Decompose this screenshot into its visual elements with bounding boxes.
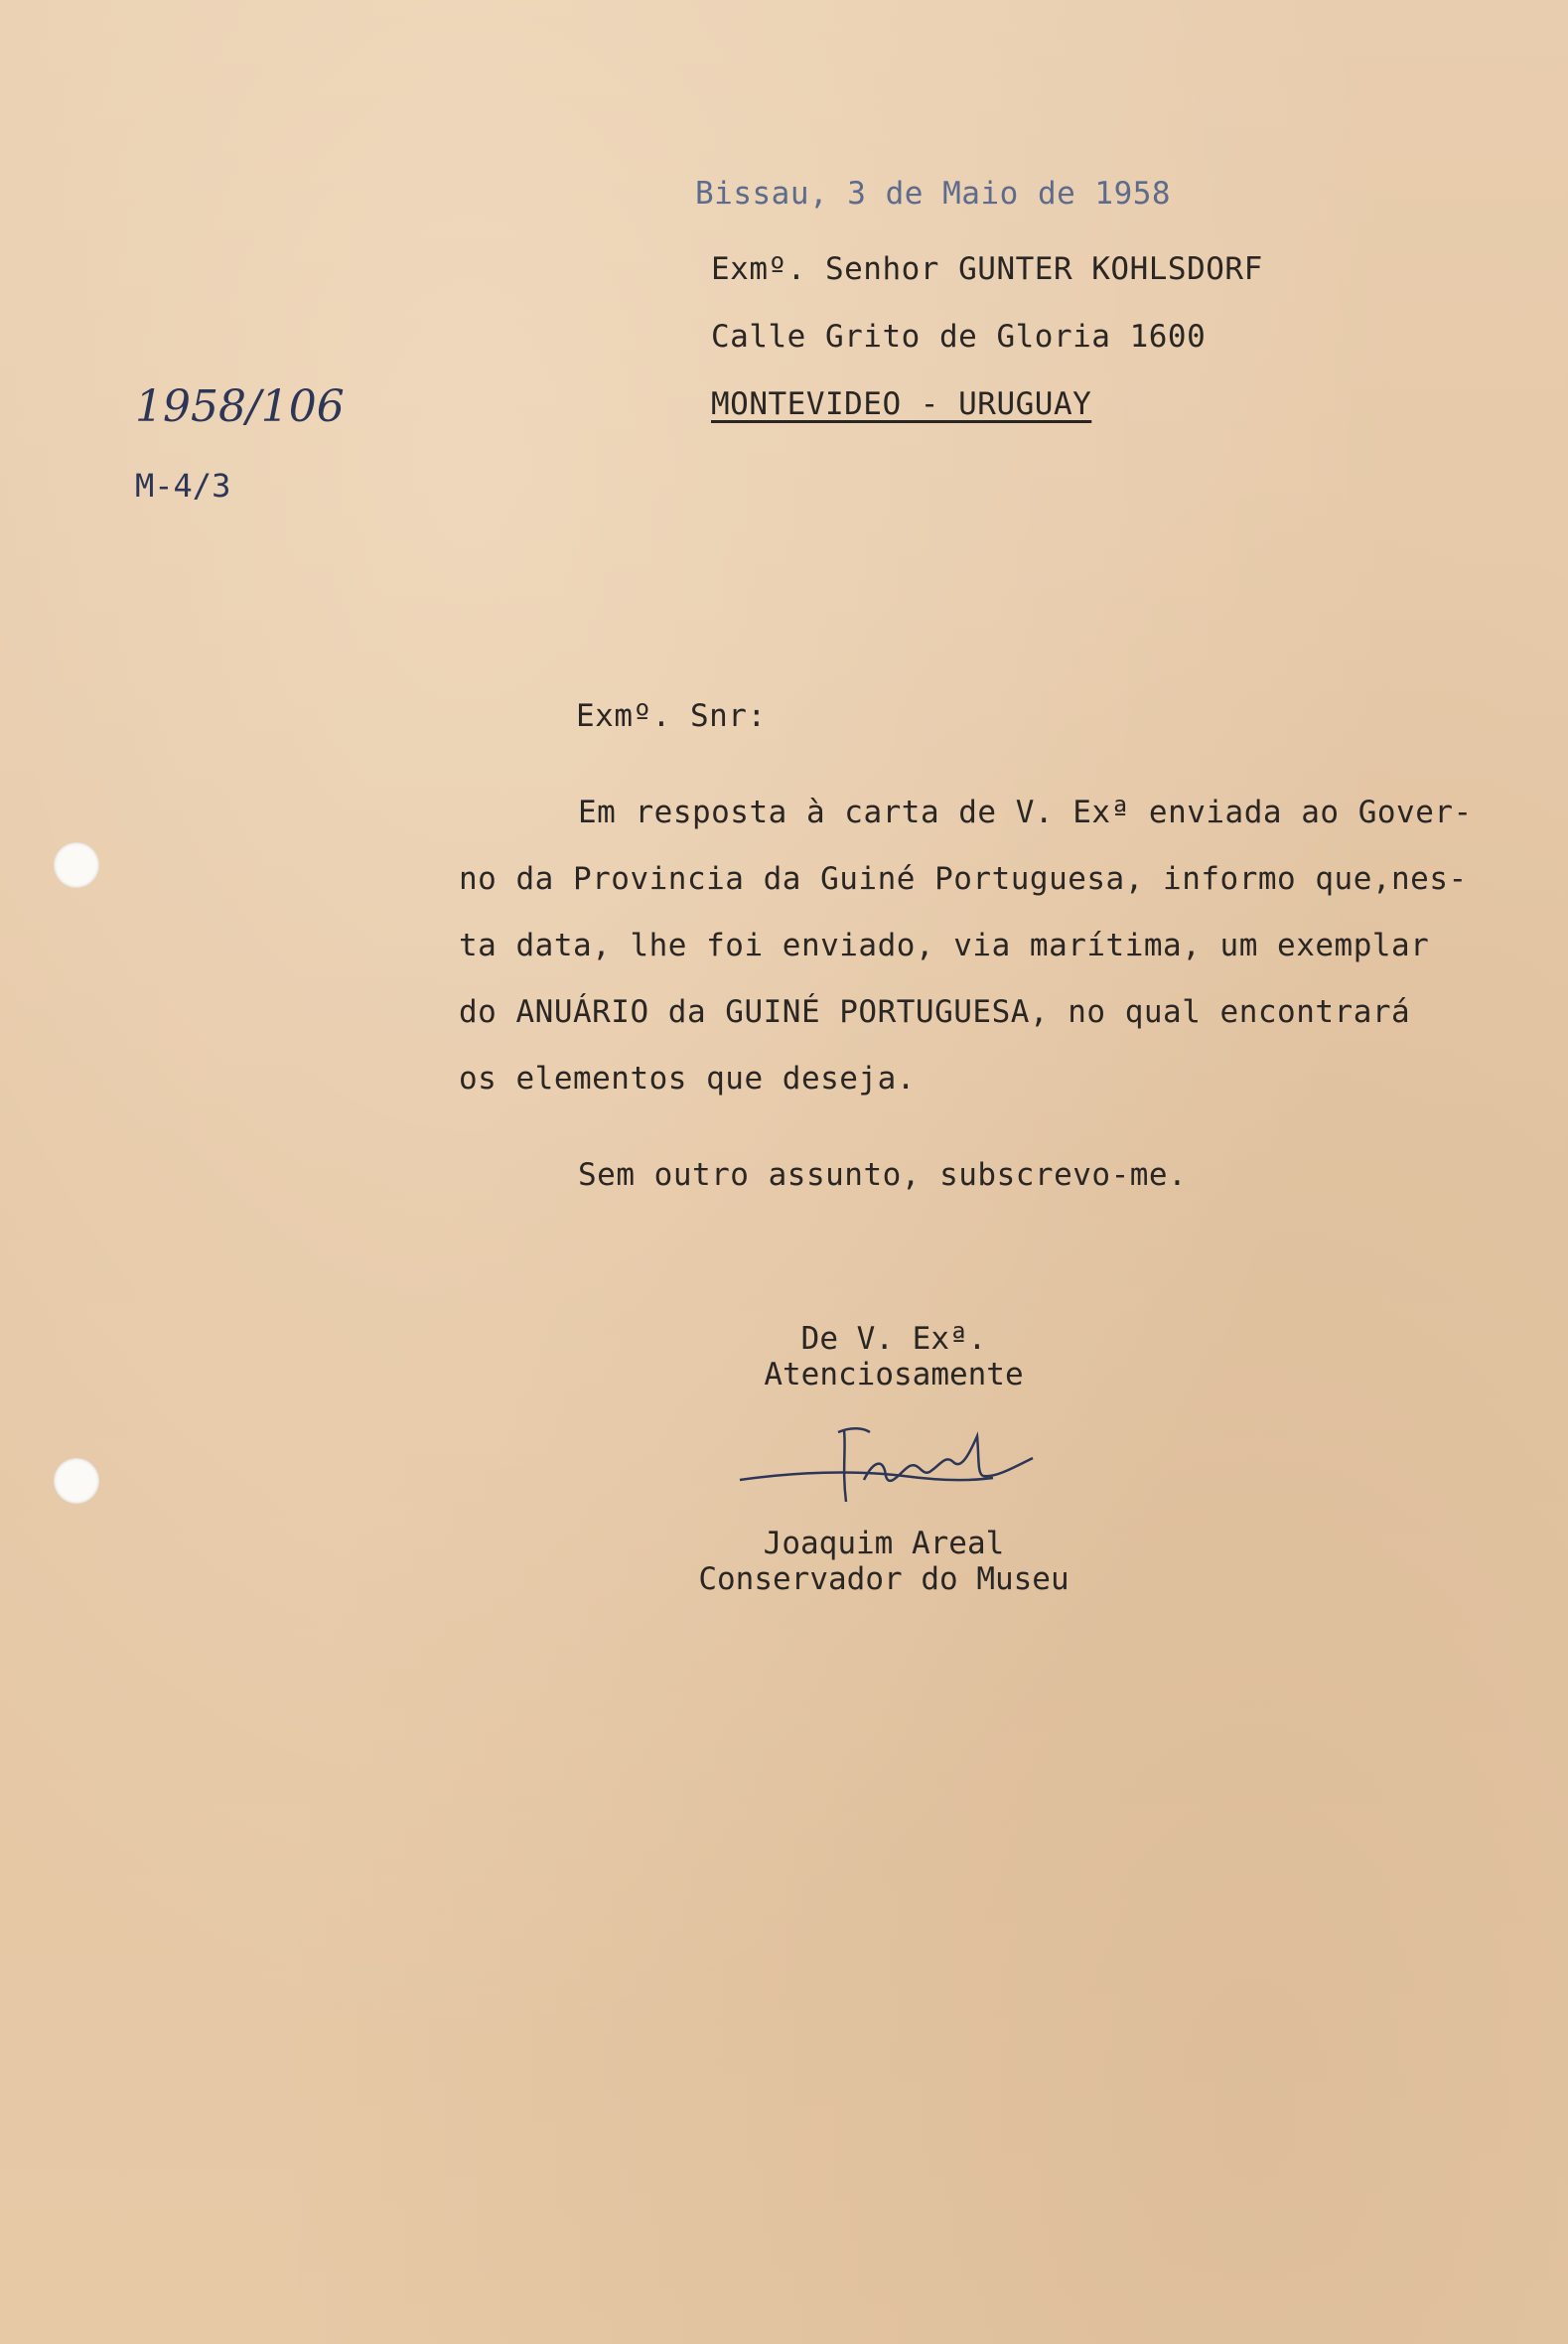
- recipient-city-country: MONTEVIDEO - URUGUAY: [711, 386, 1092, 422]
- closing-sentence: Sem outro assunto, subscrevo-me.: [578, 1157, 1188, 1193]
- letter-date: Bissau, 3 de Maio de 1958: [695, 176, 1172, 212]
- valediction-line: De V. Exª.: [800, 1321, 987, 1357]
- valediction: [655, 1321, 1132, 1392]
- recipient-street: Calle Grito de Gloria 1600: [711, 319, 1207, 355]
- recipient-name: Exmº. Senhor GUNTER KOHLSDORF: [711, 251, 1263, 287]
- signer-name: Joaquim Areal: [763, 1526, 1005, 1561]
- valediction-line: Atenciosamente: [764, 1357, 1024, 1392]
- body-line: do ANUÁRIO da GUINÉ PORTUGUESA, no qual encontrará: [459, 994, 1411, 1030]
- punch-hole-bottom: [54, 1458, 99, 1504]
- body-line: no da Provincia da Guiné Portuguesa, informo que,nes-: [459, 861, 1468, 897]
- signer-block: [636, 1526, 1132, 1597]
- salutation: Exmº. Snr:: [576, 698, 767, 734]
- punch-hole-top: [54, 842, 99, 888]
- body-line: ta data, lhe foi enviado, via marítima, um exemplar: [459, 928, 1430, 963]
- signer-title: Conservador do Museu: [698, 1561, 1069, 1597]
- reference-code: M-4/3: [135, 467, 231, 505]
- handwritten-signature: [735, 1410, 1072, 1520]
- letter-body: [459, 795, 1511, 1127]
- body-line: Em resposta à carta de V. Exª enviada ao Gover-: [578, 795, 1473, 830]
- reference-number: 1958/106: [135, 381, 345, 432]
- body-line: os elementos que deseja.: [459, 1061, 916, 1097]
